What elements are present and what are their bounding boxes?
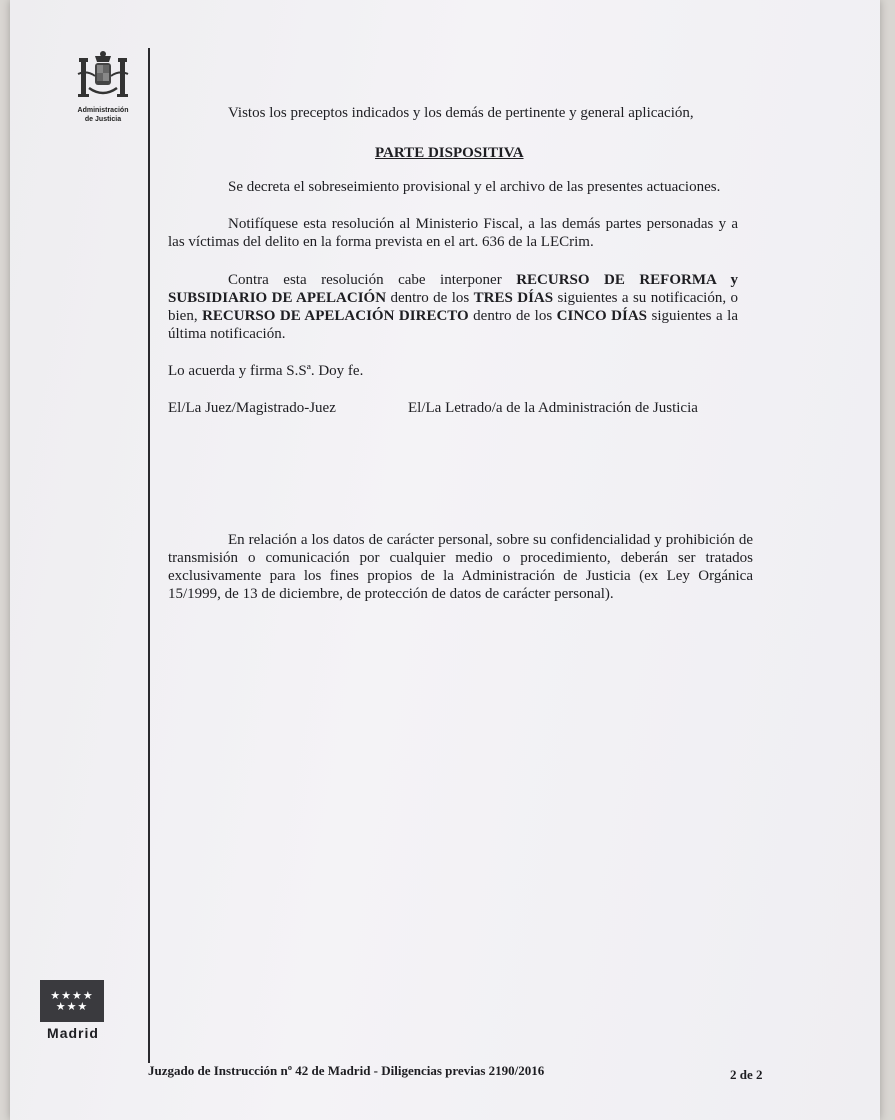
- document-page: [10, 0, 880, 1120]
- crest-label-line1: Administración: [77, 107, 129, 114]
- appeal-text-4: dentro de los: [468, 308, 557, 324]
- appeal-cinco-dias: CINCO DÍAS: [556, 308, 648, 324]
- section-heading: PARTE DISPOSITIVA: [375, 145, 524, 161]
- madrid-stars-row2: ★★★: [55, 1000, 89, 1013]
- coat-of-arms-icon: [75, 50, 131, 102]
- madrid-stars-row1: ★★★★: [50, 989, 94, 1002]
- clerk-signature-label: El/La Letrado/a de la Administración de Justicia: [408, 400, 698, 416]
- appeal-text-5: siguientes a la última notificación.: [168, 308, 739, 342]
- madrid-flag-icon: [40, 980, 104, 1022]
- madrid-label: Madrid: [47, 1025, 99, 1041]
- notification-paragraph: Notifíquese esta resolución al Ministerio Fiscal, a las demás partes personadas y a las víctimas del delito en la forma prevista en el art. 636 de la LECrim.: [168, 216, 738, 250]
- intro-paragraph: Vistos los preceptos indicados y los demás de pertinente y general aplicación,: [228, 105, 694, 121]
- appeal-text-1: Contra esta resolución cabe interponer: [228, 272, 517, 288]
- justice-crest: [70, 50, 136, 124]
- decision-paragraph: Se decreta el sobreseimiento provisional y el archivo de las presentes actuaciones.: [228, 179, 721, 195]
- privacy-paragraph: En relación a los datos de carácter personal, sobre su confidencialidad y prohibición de transmisión o comunicación por cualquier medio o procedimiento, deberán ser tratados exclusivamente para los fines propios de la Administración de Justicia (ex Ley Orgánica 15/1999, de 13 de diciembre, de protección de datos de carácter personal).: [168, 532, 753, 602]
- appeal-recurso-reforma: RECURSO DE REFORMA y SUBSIDIARIO DE APELACIÓN: [168, 272, 738, 306]
- footer-page-number: 2 de 2: [730, 1067, 763, 1082]
- judge-signature-label: El/La Juez/Magistrado-Juez: [168, 400, 336, 416]
- appeal-text-3: siguientes a su notificación, o bien,: [168, 290, 738, 324]
- signature-statement: Lo acuerda y firma S.Sª. Doy fe.: [168, 363, 364, 379]
- appeal-paragraph: [168, 271, 738, 343]
- crest-label: [70, 106, 136, 124]
- crest-label-line2: de Justicia: [84, 116, 122, 123]
- appeal-text-2: dentro de los: [386, 290, 474, 306]
- madrid-logo: [40, 980, 106, 1041]
- appeal-recurso-directo: RECURSO DE APELACIÓN DIRECTO: [202, 308, 469, 324]
- appeal-tres-dias: TRES DÍAS: [473, 290, 554, 306]
- margin-rule: [148, 48, 150, 1063]
- footer-court: Juzgado de Instrucción nº 42 de Madrid - Diligencias previas 2190/2016: [148, 1063, 545, 1078]
